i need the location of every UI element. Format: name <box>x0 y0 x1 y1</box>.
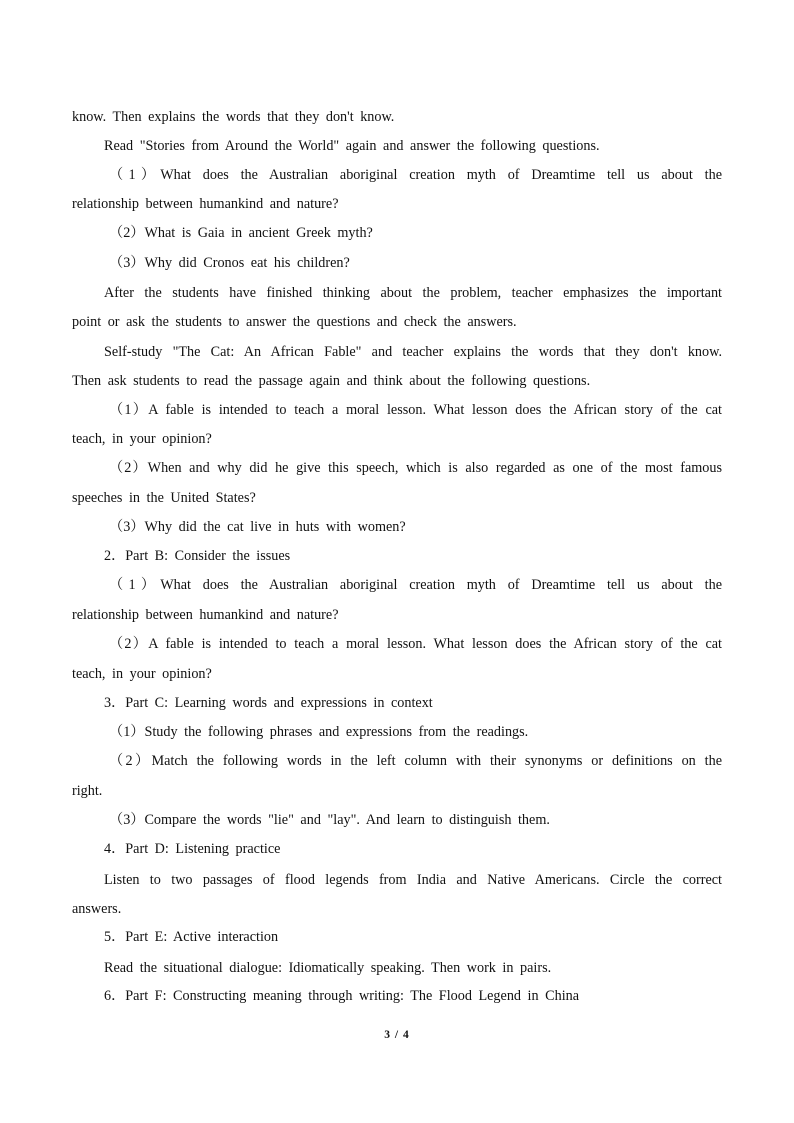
question-line: （2）A fable is intended to teach a moral lesson. What lesson does the African story of the cat <box>109 636 722 652</box>
question-line: （1）Study the following phrases and expressions from the readings. <box>109 724 529 740</box>
question-line: （2）Match the following words in the left column with their synonyms or definitions on the <box>109 753 722 769</box>
question-line: （1）What does the Australian aboriginal creation myth of Dreamtime tell us about the <box>109 167 722 183</box>
section-heading: 5．Part E: Active interaction <box>104 929 279 945</box>
text-line: Then ask students to read the passage again and think about the following questions. <box>72 373 591 389</box>
text-line: Listen to two passages of flood legends from India and Native Americans. Circle the correct <box>104 872 722 888</box>
text-line: teach, in your opinion? <box>72 666 212 682</box>
text-line: answers. <box>72 901 122 917</box>
question-line: （3）Why did the cat live in huts with women? <box>109 519 406 535</box>
text-line: After the students have finished thinking about the problem, teacher emphasizes the important <box>104 285 722 301</box>
section-heading: 2．Part B: Consider the issues <box>104 548 291 564</box>
question-line: （1）What does the Australian aboriginal creation myth of Dreamtime tell us about the <box>109 577 722 593</box>
text-line: Self-study "The Cat: An African Fable" and teacher explains the words that they don't know. <box>104 344 722 360</box>
text-line: right. <box>72 783 103 799</box>
text-line: know. Then explains the words that they don't know. <box>72 109 395 125</box>
question-line: （3）Why did Cronos eat his children? <box>109 255 350 271</box>
section-heading: 3．Part C: Learning words and expressions in context <box>104 695 433 711</box>
text-line: Read the situational dialogue: Idiomatically speaking. Then work in pairs. <box>104 960 552 976</box>
section-heading: 4．Part D: Listening practice <box>104 841 281 857</box>
question-line: （2）When and why did he give this speech, which is also regarded as one of the most famous <box>109 460 722 476</box>
text-line: relationship between humankind and nature? <box>72 196 339 212</box>
question-line: （1）A fable is intended to teach a moral lesson. What lesson does the African story of the cat <box>109 402 722 418</box>
page-number: 3 / 4 <box>384 1029 410 1041</box>
section-heading: 6．Part F: Constructing meaning through writing: The Flood Legend in China <box>104 988 580 1004</box>
text-line: point or ask the students to answer the questions and check the answers. <box>72 314 517 330</box>
question-line: （3）Compare the words "lie" and "lay". And learn to distinguish them. <box>109 812 550 828</box>
question-line: （2）What is Gaia in ancient Greek myth? <box>109 225 373 241</box>
text-line: Read "Stories from Around the World" again and answer the following questions. <box>104 138 600 154</box>
text-line: relationship between humankind and nature? <box>72 607 339 623</box>
text-line: speeches in the United States? <box>72 490 256 506</box>
text-line: teach, in your opinion? <box>72 431 212 447</box>
